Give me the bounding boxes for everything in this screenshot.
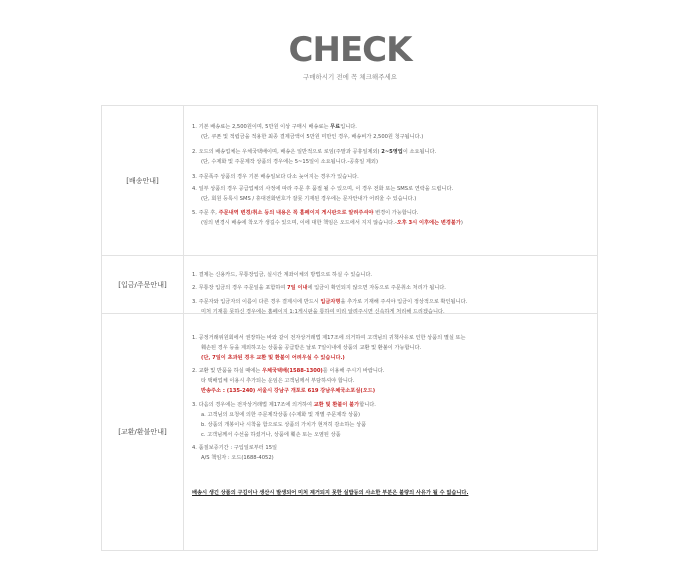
- section-heading: [배송안내]: [102, 106, 184, 255]
- notice-text: 을 추가로 기재해 주셔야 입금이 정상적으로 확인됩니다.: [340, 299, 468, 305]
- notice-text: ): [460, 220, 463, 226]
- exchange-refund-section: [102, 314, 597, 550]
- section-heading: [교환/환불안내]: [102, 314, 184, 550]
- notice-text: 3. 주문폭주 상품의 경우 기본 배송일보다 다소 늦어지는 경우가 있습니다.: [192, 174, 359, 180]
- notice-text: 이 소요됩니다.: [402, 149, 437, 155]
- info-table: [101, 105, 598, 551]
- notice-line: [192, 368, 385, 375]
- notice-text: 3. 다음의 경우에는 전자상거래법 제17조에 의거하여: [192, 402, 314, 408]
- notice-text: 3. 주문자와 입금자의 이름이 다른 경우 결제시에 반드시: [192, 299, 321, 305]
- highlight-text: (단, 7일이 초과된 경우 교환 및 환불이 어려우실 수 있습니다.): [201, 355, 345, 361]
- notice-text: (단, 회원 등록시 SMS / 휴대전화번호가 잘못 기재된 경우에는 문자안내가 어려울 수 있습니다.): [201, 196, 417, 202]
- notice-text: 2. 무통장 입금의 경우 주문일을 포함하여: [192, 285, 288, 291]
- section-heading: [입금/주문안내]: [102, 256, 184, 313]
- highlight-text: 7일 이내: [287, 285, 308, 291]
- notice-text: 미처 기재를 못하신 경우에는 홈페이지 1:1게시판을 통하여 미리 알려주시면 신속하게 처리해 드리겠습니다.: [201, 309, 445, 315]
- notice-line: [201, 455, 274, 462]
- notice-line: [192, 174, 359, 181]
- notice-text: 5. 주문 후,: [192, 210, 219, 216]
- notice-text: 1. 공정거래위원회에서 권장하는 바와 같이 전자상거래법 제17조에 의거하여 고객님의 귀책사유로 인한 상품의 멸실 또는: [192, 335, 466, 341]
- highlight-text: 오후 3시 이후에는 변경불가: [396, 220, 461, 226]
- notice-line: [192, 124, 357, 131]
- notice-line: [192, 402, 376, 409]
- notice-text: (단, 쿠폰 및 적립금을 적용한 최종 결제금액이 5만원 미만인 경우, 배송비가 2,500원 청구됩니다.): [201, 134, 424, 140]
- notice-line: [201, 345, 421, 352]
- notice-text: (단, 수제화 및 주문제작 상품의 경우에는 5~15일이 소요됩니다.-공휴일 제외): [201, 159, 378, 165]
- notice-line: [201, 432, 341, 439]
- emphasis-text: 배송시 생긴 상품의 구김이나 생산시 발생되어 미처 제거되지 못한 실밥등의 사소한 부분은 불량의 사유가 될 수 없습니다.: [192, 490, 469, 496]
- notice-line: [201, 422, 366, 429]
- notice-line: [192, 210, 419, 217]
- notice-line: [201, 412, 360, 419]
- notice-text: 를 이용해 주시기 바랍니다.: [322, 368, 385, 374]
- notice-text: b. 상품의 개봉이나 시착을 함으로도 상품의 가치가 현저히 감소하는 상품: [201, 422, 367, 428]
- notice-line: [201, 388, 375, 395]
- notice-line: [192, 299, 467, 306]
- notice-line: [192, 445, 277, 452]
- notice-text: a. 고객님의 요청에 의한 주문제작상품 (수제화 및 개별 주문제작 상품): [201, 412, 361, 418]
- notice-line: [192, 285, 446, 292]
- notice-line: [201, 220, 463, 227]
- notice-text: 합니다.: [359, 402, 376, 408]
- notice-line: [201, 196, 416, 203]
- notice-text: 1. 결제는 신용카드, 무통장입금, 실시간 계좌이체의 방법으로 하실 수 있습니다.: [192, 272, 373, 278]
- notice-line: [192, 272, 372, 279]
- page-subtitle: 구매하시기 전에 꼭 체크해주세요: [302, 73, 398, 81]
- notice-text: A/S 책임자 : 오드(1688-4052): [201, 455, 274, 461]
- notice-line: [192, 490, 468, 497]
- notice-text: 4. 품질보증기간 : 구입일로부터 15일: [192, 445, 278, 451]
- highlight-text: 교환 및 환불이 불가: [313, 402, 360, 408]
- notice-text: 변경이 가능합니다.: [373, 210, 419, 216]
- notice-line: [201, 134, 423, 141]
- notice-text: c. 고객님께서 수선을 하셨거나, 상품에 훼손 또는 오염된 상품: [201, 432, 341, 438]
- notice-line: [201, 355, 345, 362]
- notice-text: 2. 교환 및 반품을 하실 때에는: [192, 368, 262, 374]
- payment-order-section: [102, 256, 597, 314]
- notice-text: 훼손된 경우 등을 제외하고는 상품을 공급받은 날로 7일이내에 상품의 교환 및 환불이 가능합니다.: [201, 345, 422, 351]
- notice-text: 2. 오드의 배송업체는 우체국택배이며, 배송은 일반적으로 로임(주말과 공휴일제외): [192, 149, 382, 155]
- notice-line: [192, 335, 466, 342]
- highlight-text: 반송주소 : (135-240) 서울시 강남구 개포로 619 강남우체국소포실(오드): [201, 388, 376, 394]
- highlight-text: 우체국택배(1588-1300): [261, 368, 323, 374]
- emphasis-text: 2~5영업: [381, 149, 403, 155]
- notice-text: 입니다.: [340, 124, 357, 130]
- notice-text: 에 입금이 확인되지 않으면 자동으로 주문취소 처리가 됩니다.: [307, 285, 446, 291]
- page-title: CHECK: [288, 30, 412, 70]
- notice-line: [192, 186, 453, 193]
- shipping-section: [102, 106, 597, 256]
- notice-line: [192, 149, 436, 156]
- notice-text: 타 택배업체 이용시 추가되는 운임은 고객님께서 부담하셔야 합니다.: [201, 378, 355, 384]
- notice-text: 4. 일부 상품의 경우 공급업체의 사정에 따라 주문 후 품절 될 수 있으며, 이 경우 전화 또는 SMS로 연락을 드립니다.: [192, 186, 454, 192]
- notice-text: (임의 변경시 배송에 착오가 생길수 있으며, 이에 대한 책임은 오드에서 지지 않습니다.-: [201, 220, 397, 226]
- notice-text: 1. 기본 배송료는 2,500원이며, 5만원 이상 구매시 배송료는: [192, 124, 331, 130]
- emphasis-text: 무료: [330, 124, 341, 130]
- notice-line: [201, 159, 378, 166]
- highlight-text: 입금자명: [320, 299, 341, 305]
- notice-line: [201, 378, 355, 385]
- highlight-text: 주문내역 변경/취소 등의 내용은 꼭 홈페이지 게시판으로 알려주셔야: [218, 210, 374, 216]
